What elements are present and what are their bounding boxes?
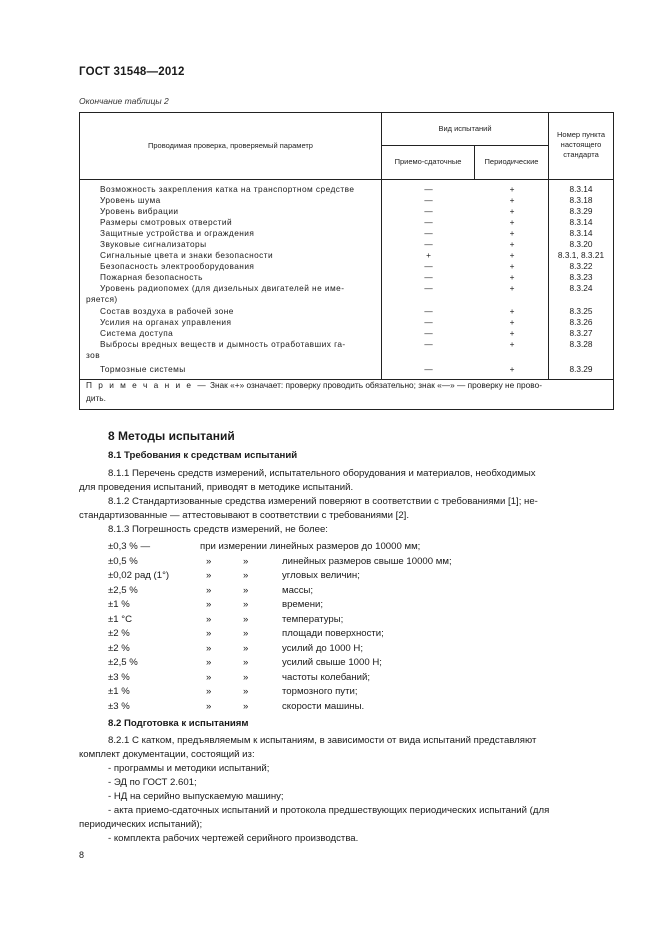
page-number: 8 — [79, 850, 85, 860]
header-test-type: Вид испытаний — [438, 124, 492, 133]
row-periodic: + — [509, 206, 515, 216]
row-acceptance: — — [424, 306, 433, 316]
paragraph-line: для проведения испытаний, приводят в методике испытаний. — [79, 482, 354, 493]
row-acceptance: — — [424, 206, 433, 216]
tolerance-value: ±0,02 рад (1°) — [108, 570, 170, 581]
row-acceptance: — — [424, 339, 433, 349]
row-clause: 8.3.1, 8.3.21 — [557, 250, 605, 260]
note-label: П р и м е ч а н и е — — [86, 380, 208, 390]
tolerance-quantity: при измерении линейных размеров до 10000 мм; — [200, 541, 421, 552]
subsection-title: 8.2 Подготовка к испытаниям — [108, 718, 249, 729]
row-clause: 8.3.28 — [569, 339, 593, 349]
tolerance-quantity: усилий свыше 1000 Н; — [282, 657, 382, 668]
ditto-mark: » — [243, 672, 249, 683]
tolerance-value: ±1 % — [108, 599, 130, 610]
row-param: Размеры смотровых отверстий — [100, 217, 233, 227]
header-acceptance: Приемо-сдаточные — [394, 157, 462, 166]
row-acceptance: — — [424, 364, 433, 374]
list-item: - НД на серийно выпускаемую машину; — [108, 791, 284, 802]
row-param: Возможность закрепления катка на транспортном средстве — [100, 184, 355, 194]
ditto-mark: » — [243, 614, 249, 625]
note-line: дить. — [86, 393, 106, 403]
paragraph-line: 8.2.1 С катком, предъявляемым к испытаниям, в зависимости от вида испытаний представляют — [108, 735, 537, 746]
row-acceptance: + — [426, 250, 431, 260]
header-periodic: Периодические — [484, 157, 539, 166]
row-acceptance: — — [424, 184, 433, 194]
row-acceptance: — — [424, 217, 433, 227]
row-acceptance: — — [424, 239, 433, 249]
tolerance-value: ±2 % — [108, 643, 130, 654]
row-periodic: + — [509, 250, 515, 260]
tolerance-quantity: частоты колебаний; — [282, 672, 371, 683]
table-divider — [80, 179, 613, 180]
header-clause-line: настоящего — [560, 140, 602, 149]
row-clause: 8.3.24 — [569, 283, 593, 293]
row-periodic: + — [509, 339, 515, 349]
paragraph-line: 8.1.3 Погрешность средств измерений, не более: — [108, 524, 328, 535]
requirements-table — [79, 112, 614, 410]
ditto-mark: » — [243, 599, 249, 610]
table-row — [80, 350, 613, 361]
table-row — [80, 272, 613, 283]
table-row — [80, 317, 613, 328]
row-periodic: + — [509, 217, 515, 227]
ditto-mark: » — [206, 599, 212, 610]
table-row — [80, 250, 613, 261]
row-periodic: + — [509, 195, 515, 205]
row-clause: 8.3.20 — [569, 239, 593, 249]
table-note — [86, 379, 608, 405]
row-param: Состав воздуха в рабочей зоне — [100, 306, 234, 316]
header-clause-line: Номер пункта — [556, 130, 605, 139]
tolerance-quantity: площади поверхности; — [282, 628, 384, 639]
ditto-mark: » — [243, 657, 249, 668]
note-line — [86, 379, 608, 392]
table-row — [80, 261, 613, 272]
row-clause: 8.3.18 — [569, 195, 593, 205]
ditto-mark: » — [206, 556, 212, 567]
ditto-mark: » — [206, 643, 212, 654]
list-item: - программы и методики испытаний; — [108, 763, 270, 774]
row-param: зов — [86, 350, 101, 360]
row-periodic: + — [509, 317, 515, 327]
row-clause: 8.3.14 — [569, 228, 593, 238]
tolerance-quantity: температуры; — [282, 614, 344, 625]
row-clause: 8.3.23 — [569, 272, 593, 282]
tolerance-quantity: угловых величин; — [282, 570, 360, 581]
ditto-mark: » — [206, 701, 212, 712]
tolerance-value: ±3 % — [108, 701, 130, 712]
row-param: Тормозные системы — [100, 364, 186, 374]
row-acceptance: — — [424, 317, 433, 327]
table-row — [80, 294, 613, 305]
section-title: 8 Методы испытаний — [108, 429, 235, 443]
table-row — [80, 184, 613, 195]
tolerance-value: ±2,5 % — [108, 657, 138, 668]
tolerance-quantity: линейных размеров свыше 10000 мм; — [282, 556, 452, 567]
row-param: Безопасность электрооборудования — [100, 261, 255, 271]
table-divider — [381, 145, 548, 146]
row-clause: 8.3.25 — [569, 306, 593, 316]
row-periodic: + — [509, 283, 515, 293]
list-item: периодических испытаний); — [79, 819, 203, 830]
paragraph-line: комплект документации, состоящий из: — [79, 749, 255, 760]
ditto-mark: » — [206, 686, 212, 697]
ditto-mark: » — [206, 672, 212, 683]
document-header: ГОСТ 31548—2012 — [79, 66, 185, 78]
row-periodic: + — [509, 306, 515, 316]
row-periodic: + — [509, 272, 515, 282]
tolerance-value: ±3 % — [108, 672, 130, 683]
ditto-mark: » — [243, 556, 249, 567]
tolerance-quantity: усилий до 1000 Н; — [282, 643, 364, 654]
row-periodic: + — [509, 328, 515, 338]
tolerance-value: ±1 % — [108, 686, 130, 697]
ditto-mark: » — [206, 614, 212, 625]
header-clause — [549, 130, 613, 160]
row-acceptance: — — [424, 283, 433, 293]
row-clause: 8.3.14 — [569, 184, 593, 194]
paragraph-line: 8.1.1 Перечень средств измерений, испытательного оборудования и материалов, необходимых — [108, 468, 536, 479]
list-item: - ЭД по ГОСТ 2.601; — [108, 777, 197, 788]
table-row — [80, 364, 613, 375]
row-clause: 8.3.29 — [569, 364, 593, 374]
tolerance-quantity: тормозного пути; — [282, 686, 358, 697]
row-acceptance: — — [424, 272, 433, 282]
ditto-mark: » — [206, 628, 212, 639]
ditto-mark: » — [206, 657, 212, 668]
row-param: Звуковые сигнализаторы — [100, 239, 207, 249]
tolerance-quantity: скорости машины. — [282, 701, 365, 712]
list-item: - комплекта рабочих чертежей серийного производства. — [108, 833, 359, 844]
table-caption: Окончание таблицы 2 — [79, 96, 169, 106]
table-row — [80, 306, 613, 317]
row-clause: 8.3.26 — [569, 317, 593, 327]
row-param: Выбросы вредных веществ и дымность отработавших га- — [100, 339, 346, 349]
paragraph-line: стандартизованные — аттестовывают в соответствии с требованиями [2]. — [79, 510, 410, 521]
row-clause: 8.3.27 — [569, 328, 593, 338]
header-param: Проводимая проверка, проверяемый параметр — [148, 141, 313, 150]
row-periodic: + — [509, 228, 515, 238]
row-param: Уровень радиопомех (для дизельных двигателей не име- — [100, 283, 345, 293]
row-periodic: + — [509, 364, 515, 374]
tolerance-value: ±0,3 % — — [108, 541, 151, 552]
table-row — [80, 339, 613, 350]
row-param: Система доступа — [100, 328, 174, 338]
tolerance-quantity: времени; — [282, 599, 324, 610]
ditto-mark: » — [243, 628, 249, 639]
row-periodic: + — [509, 184, 515, 194]
ditto-mark: » — [243, 686, 249, 697]
row-param: Сигнальные цвета и знаки безопасности — [100, 250, 274, 260]
ditto-mark: » — [243, 643, 249, 654]
table-row — [80, 217, 613, 228]
tolerance-value: ±2 % — [108, 628, 130, 639]
row-param: Пожарная безопасность — [100, 272, 203, 282]
row-clause: 8.3.29 — [569, 206, 593, 216]
tolerance-value: ±0,5 % — [108, 556, 138, 567]
table-row — [80, 328, 613, 339]
note-text: Знак «+» означает: проверку проводить обязательно; знак «—» — проверку не прово- — [207, 380, 542, 390]
ditto-mark: » — [206, 585, 212, 596]
row-param: Защитные устройства и ограждения — [100, 228, 255, 238]
row-periodic: + — [509, 261, 515, 271]
row-clause: 8.3.14 — [569, 217, 593, 227]
tolerance-value: ±2,5 % — [108, 585, 138, 596]
row-param: ряется) — [86, 294, 118, 304]
ditto-mark: » — [243, 585, 249, 596]
row-periodic: + — [509, 239, 515, 249]
row-acceptance: — — [424, 228, 433, 238]
tolerance-quantity: массы; — [282, 585, 314, 596]
table-row — [80, 239, 613, 250]
row-acceptance: — — [424, 261, 433, 271]
subsection-title: 8.1 Требования к средствам испытаний — [108, 450, 298, 461]
table-row — [80, 228, 613, 239]
tolerance-value: ±1 °С — [108, 614, 133, 625]
ditto-mark: » — [243, 570, 249, 581]
table-row — [80, 195, 613, 206]
ditto-mark: » — [243, 701, 249, 712]
row-acceptance: — — [424, 195, 433, 205]
ditto-mark: » — [206, 570, 212, 581]
table-row — [80, 206, 613, 217]
row-param: Уровень вибрации — [100, 206, 179, 216]
row-acceptance: — — [424, 328, 433, 338]
row-param: Уровень шума — [100, 195, 161, 205]
table-row — [80, 283, 613, 294]
row-param: Усилия на органах управления — [100, 317, 232, 327]
paragraph-line: 8.1.2 Стандартизованные средства измерений поверяют в соответствии с требованиями [1]; не- — [108, 496, 538, 507]
row-clause: 8.3.22 — [569, 261, 593, 271]
header-clause-line: стандарта — [563, 150, 599, 159]
list-item: - акта приемо-сдаточных испытаний и протокола предшествующих периодических испытаний (для — [108, 805, 550, 816]
